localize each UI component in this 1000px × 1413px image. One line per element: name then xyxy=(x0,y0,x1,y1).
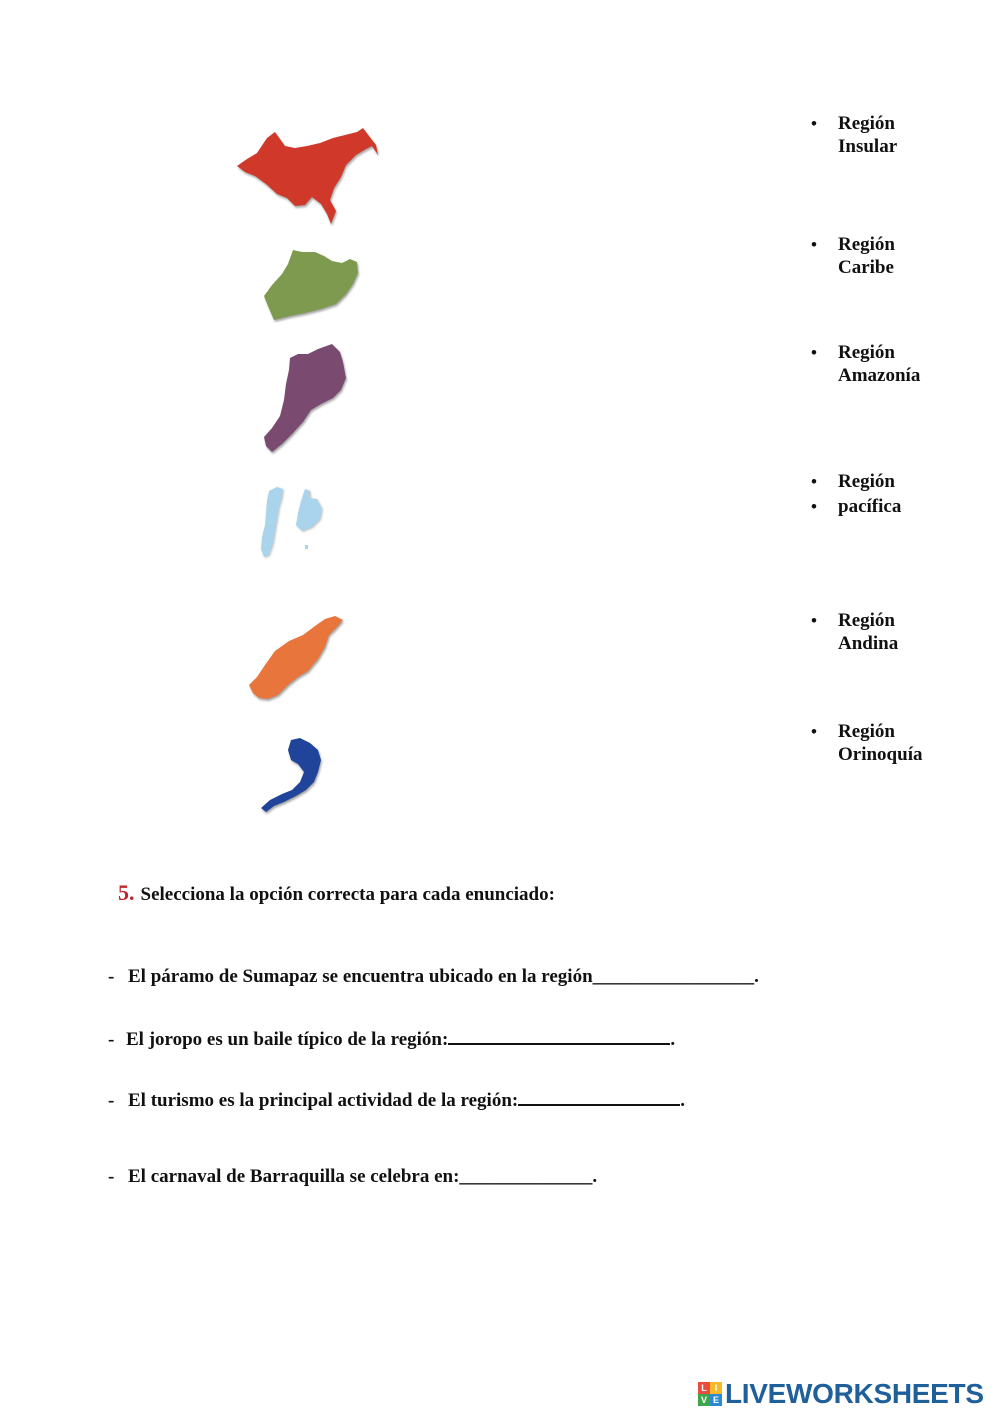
option-orinoquia-line2: Orinoquía xyxy=(838,744,923,765)
lightblue-region-path-b xyxy=(296,489,322,531)
darkblue-region-svg xyxy=(258,736,326,816)
liveworksheets-mark-icon xyxy=(698,1382,722,1406)
question-5-heading xyxy=(118,880,555,906)
red-region-svg xyxy=(235,126,380,228)
statement-2-end: . xyxy=(670,1029,676,1050)
statement-1 xyxy=(108,966,759,988)
option-amazonia-line2: Amazonía xyxy=(838,365,921,386)
bullet-icon: • xyxy=(811,611,817,630)
orange-region-shape xyxy=(245,613,349,705)
option-orinoquia[interactable] xyxy=(808,720,922,766)
statement-1-blank[interactable]: _________________ xyxy=(592,966,755,987)
option-caribe-line1: Región xyxy=(838,234,895,255)
statement-2-blank[interactable] xyxy=(448,1026,670,1045)
bullet-icon: • xyxy=(811,722,817,741)
bullet-icon: • xyxy=(811,472,817,491)
purple-region-shape xyxy=(262,342,350,457)
purple-region-path xyxy=(264,344,346,452)
option-caribe-line2: Caribe xyxy=(838,257,894,278)
red-region-path xyxy=(237,128,378,224)
green-region-path xyxy=(264,250,358,320)
orange-region-svg xyxy=(245,613,349,705)
question-number: 5. xyxy=(118,880,135,905)
purple-region-svg xyxy=(262,342,350,457)
dash-marker: - xyxy=(108,1166,115,1187)
orange-region-path xyxy=(249,616,343,699)
option-amazonia-line1: Región xyxy=(838,342,895,363)
statement-2 xyxy=(108,1026,675,1051)
option-insular-line2: Insular xyxy=(838,136,898,157)
dash-marker: - xyxy=(108,1029,115,1050)
option-pacifica-line1: Región xyxy=(838,471,895,492)
statement-3-end: . xyxy=(680,1090,685,1111)
red-region-shape xyxy=(235,126,380,228)
darkblue-region-path xyxy=(261,738,321,812)
option-caribe[interactable] xyxy=(808,233,895,279)
green-region-svg xyxy=(260,246,362,324)
darkblue-region-shape xyxy=(258,736,326,816)
logo-mark-letter: E xyxy=(710,1394,722,1406)
lightblue-region-path-c xyxy=(305,545,308,549)
option-pacifica-line2: pacífica xyxy=(838,496,902,517)
statement-4-end: . xyxy=(592,1166,598,1187)
bullet-icon: • xyxy=(811,343,817,362)
option-insular-line1: Región xyxy=(838,113,895,134)
statement-2-text: El joropo es un baile típico de la región: xyxy=(126,1029,449,1050)
statement-1-end: . xyxy=(754,966,759,987)
lightblue-region-path-a xyxy=(261,487,283,557)
option-andina-line1: Región xyxy=(838,610,895,631)
statement-4-text: El carnaval de Barraquilla se celebra en: xyxy=(128,1166,460,1187)
lightblue-region-svg xyxy=(255,485,327,561)
statement-3-blank[interactable] xyxy=(518,1087,680,1106)
lightblue-region-shape xyxy=(255,485,327,561)
option-andina[interactable] xyxy=(808,609,898,655)
statement-3-text: El turismo es la principal actividad de la región: xyxy=(128,1090,519,1111)
logo-mark-letter: L xyxy=(698,1382,710,1394)
liveworksheets-brand-text: LIVEWORKSHEETS xyxy=(725,1378,984,1409)
option-orinoquia-line1: Región xyxy=(838,721,895,742)
statement-4-blank[interactable]: ______________ xyxy=(459,1166,593,1187)
green-region-shape xyxy=(260,246,362,324)
logo-mark-letter: V xyxy=(698,1394,710,1406)
option-insular[interactable] xyxy=(808,112,897,158)
statement-4 xyxy=(108,1166,597,1188)
option-pacifica[interactable] xyxy=(808,469,901,519)
bullet-icon: • xyxy=(811,114,817,133)
option-andina-line2: Andina xyxy=(838,633,899,654)
statement-1-text: El páramo de Sumapaz se encuentra ubicado en la región xyxy=(128,966,593,987)
dash-marker: - xyxy=(108,1090,115,1111)
option-amazonia[interactable] xyxy=(808,341,920,387)
liveworksheets-logo xyxy=(698,1378,984,1410)
dash-marker: - xyxy=(108,966,115,987)
question-heading-text: Selecciona la opción correcta para cada enunciado: xyxy=(140,884,555,905)
bullet-icon: • xyxy=(811,497,817,516)
statement-3 xyxy=(108,1087,685,1112)
bullet-icon: • xyxy=(811,235,817,254)
logo-mark-letter: I xyxy=(710,1382,722,1394)
